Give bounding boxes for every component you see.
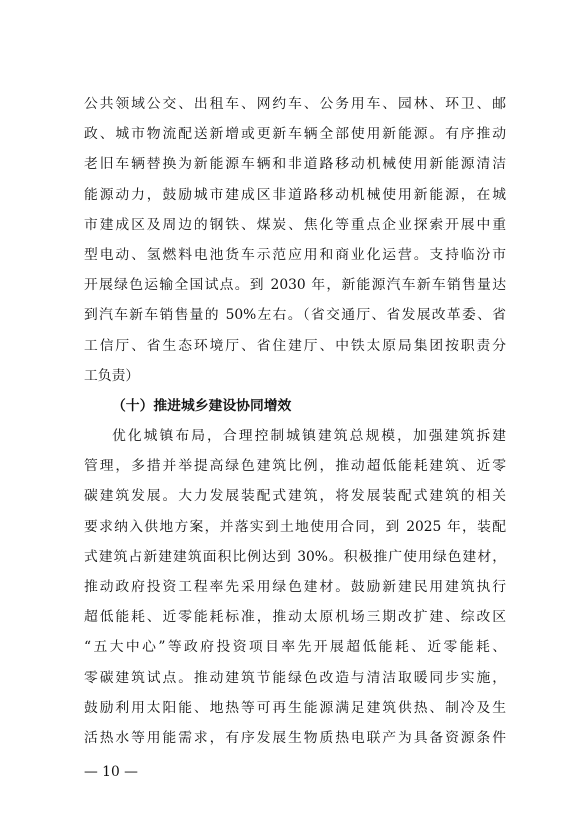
text-line: 超低能耗、近零能耗标准，推动太原机场三期改扩建、综改区 (84, 609, 506, 626)
text-line: 市建成区及周边的钢铁、煤炭、焦化等重点企业探索开展中重 (84, 216, 506, 233)
text-line: 工负责） (84, 367, 140, 384)
body-text (84, 89, 506, 753)
text-line: 鼓励利用太阳能、地热等可再生能源满足建筑供热、制冷及生 (84, 699, 506, 716)
text-line: 老旧车辆替换为新能源车辆和非道路移动机械使用新能源清洁 (84, 156, 506, 173)
text-line: 到汽车新车销售量的 50%左右。（省交通厅、省发展改革委、省 (84, 307, 506, 324)
section-heading: （十）推进城乡建设协同增效 (112, 397, 292, 414)
text-line: 型电动、氢燃料电池货车示范应用和商业化运营。支持临汾市 (84, 246, 506, 263)
text-line: 要求纳入供地方案，并落实到土地使用合同，到 2025 年，装配 (84, 518, 506, 535)
text-line: 式建筑占新建建筑面积比例达到 30%。积极推广使用绿色建材， (84, 548, 506, 565)
text-line: 零碳建筑试点。推动建筑节能绿色改造与清洁取暖同步实施， (84, 669, 506, 686)
text-line: 碳建筑发展。大力发展装配式建筑，将发展装配式建筑的相关 (84, 488, 506, 505)
text-line: 政、城市物流配送新增或更新车辆全部使用新能源。有序推动 (84, 126, 506, 143)
text-line: 开展绿色运输全国试点。到 2030 年，新能源汽车新车销售量达 (84, 277, 506, 294)
text-line: 活热水等用能需求，有序发展生物质热电联产为具备资源条件 (84, 729, 506, 746)
text-line: 能源动力，鼓励城市建成区非道路移动机械使用新能源，在城 (84, 186, 506, 203)
text-line: 推动政府投资工程率先采用绿色建材。鼓励新建民用建筑执行 (84, 579, 506, 595)
text-line: 公共领域公交、出租车、网约车、公务用车、园林、环卫、邮 (84, 96, 506, 112)
text-line: 工信厅、省生态环境厅、省住建厅、中铁太原局集团按职责分 (84, 337, 506, 354)
text-line: 优化城镇布局，合理控制城镇建筑总规模，加强建筑拆建 (112, 428, 506, 445)
text-line: 管理，多措并举提高绿色建筑比例，推动超低能耗建筑、近零 (84, 458, 506, 475)
page-number: — 10 — (84, 764, 138, 780)
text-line: “五大中心”等政府投资项目率先开展超低能耗、近零能耗、 (84, 639, 506, 656)
